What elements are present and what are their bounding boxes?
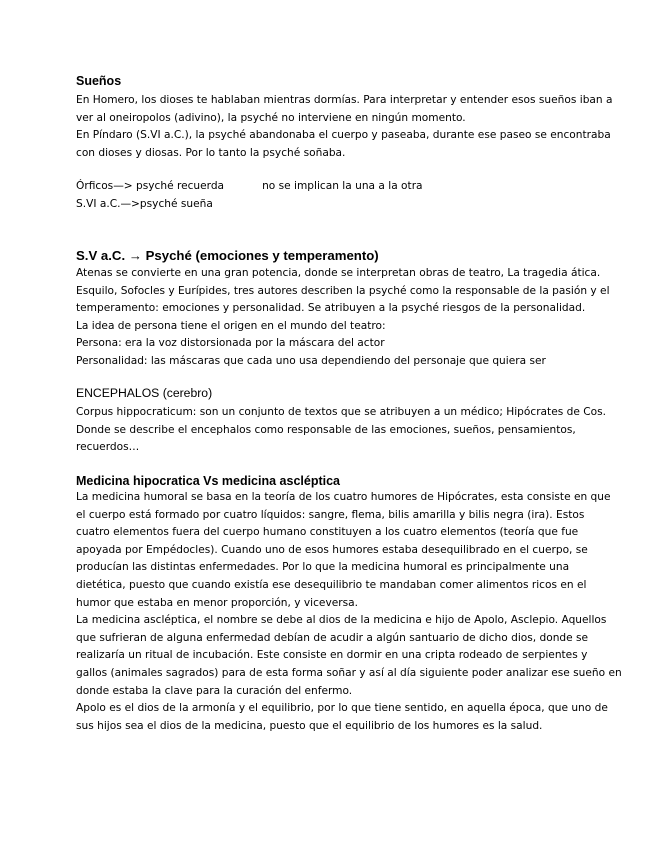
paragraph-line: ver al oneiropolos (adivino), la psyché no interviene en ningún momento. xyxy=(76,111,466,124)
psyche-body xyxy=(76,265,610,371)
paragraph-line: Atenas se convierte en una gran potencia, donde se interpretan obras de teatro, La tragedia ática. xyxy=(76,267,601,279)
section-medicina xyxy=(76,474,586,488)
paragraph-line: La medicina ascléptica, el nombre se debe al dios de la medicina e hijo de Apolo, Asclepio. Aquellos xyxy=(76,614,607,627)
paragraph-line: con dioses y diosas. Por lo tanto la psyché soñaba. xyxy=(76,146,346,159)
paragraph-line: Personalidad: las máscaras que cada uno usa dependiendo del personaje que quiera ser xyxy=(76,354,546,367)
paragraph-line: donde estaba la clave para la curación del enfermo. xyxy=(76,684,353,697)
paragraph-line: producían las distintas enfermedades. Por lo que la medicina humoral es principalmente una xyxy=(76,561,570,574)
paragraph-line: La medicina humoral se basa en la teoría de los cuatro humores de Hipócrates, esta consiste en que xyxy=(76,491,611,503)
section-psyche xyxy=(76,248,586,263)
paragraph-line: gallos (animales sagrados) para de esta forma soñar y así al día siguiente poder analizar ese sueño en xyxy=(76,666,622,679)
section-encephalos xyxy=(76,386,586,400)
paragraph-line: apoyada por Empédocles). Cuando uno de esos humores estaba desequilibrado en el cuerpo, se xyxy=(76,543,588,556)
paragraph-line: Corpus hippocraticum: son un conjunto de textos que se atribuyen a un médico; Hipócrates de Cos. xyxy=(76,406,606,418)
paragraph-line: En Homero, los dioses te hablaban mientras dormías. Para interpretar y entender esos sueños iban a xyxy=(76,94,613,106)
medicina-body xyxy=(76,489,622,735)
paragraph-line: Donde se describe el encephalos como responsable de las emociones, sueños, pensamientos, xyxy=(76,423,576,436)
paragraph-line: cuatro elementos fuera del cuerpo humano constituyen a los cuatro elementos (teoría que fue xyxy=(76,526,579,539)
paragraph-line: En Píndaro (S.VI a.C.), la psyché abandonaba el cuerpo y paseaba, durante ese paseo se encontraba xyxy=(76,129,611,142)
orficos-line xyxy=(76,178,586,196)
encephalos-body xyxy=(76,404,606,457)
heading-psyche: S.V a.C. → Psyché (emociones y temperamento) xyxy=(76,248,379,263)
paragraph-line: Apolo es el dios de la armonía y el equilibrio, por lo que tiene sentido, en aquella época, que uno de xyxy=(76,702,608,715)
svi-line: S.VI a.C.—>psyché sueña xyxy=(76,197,213,210)
paragraph-line: humor que estaba en menor proporción, y viceversa. xyxy=(76,596,358,609)
paragraph-line: recuerdos… xyxy=(76,441,140,454)
section-suenos xyxy=(76,74,586,88)
paragraph-line: dietética, puesto que cuando existía ese desequilibrio te mandaban comer alimentos ricos en el xyxy=(76,578,587,591)
heading-suenos: Sueños xyxy=(76,74,122,88)
paragraph-line: sus hijos sea el dios de la medicina, puesto que el equilibrio de los humores es la salud. xyxy=(76,719,543,732)
orficos-block xyxy=(76,178,586,213)
paragraph-line: temperamento: emociones y personalidad. Se atribuyen a la psyché riesgos de la personalidad. xyxy=(76,302,586,315)
paragraph-line: Persona: era la voz distorsionada por la máscara del actor xyxy=(76,337,385,350)
paragraph-line: que sufrieran de alguna enfermedad debían de acudir a algún santuario de dicho dios, donde se xyxy=(76,631,589,644)
orficos-right: no se implican la una a la otra xyxy=(262,180,423,192)
paragraph-line: La idea de persona tiene el origen en el mundo del teatro: xyxy=(76,319,386,332)
paragraph-line: el cuerpo está formado por cuatro líquidos: sangre, flema, bilis amarilla y bilis negra (ira). Estos xyxy=(76,508,585,521)
suenos-body xyxy=(76,92,613,162)
heading-encephalos: ENCEPHALOS (cerebro) xyxy=(76,386,213,400)
heading-medicina: Medicina hipocratica Vs medicina ascléptica xyxy=(76,474,340,488)
orficos-left: Órficos—> psyché recuerda xyxy=(76,180,225,192)
paragraph-line: Esquilo, Sofocles y Eurípides, tres autores describen la psyché como la responsable de la pasión y el xyxy=(76,284,610,297)
paragraph-line: realizaría un ritual de incubación. Este consiste en dormir en una cripta rodeado de serpientes y xyxy=(76,649,588,662)
